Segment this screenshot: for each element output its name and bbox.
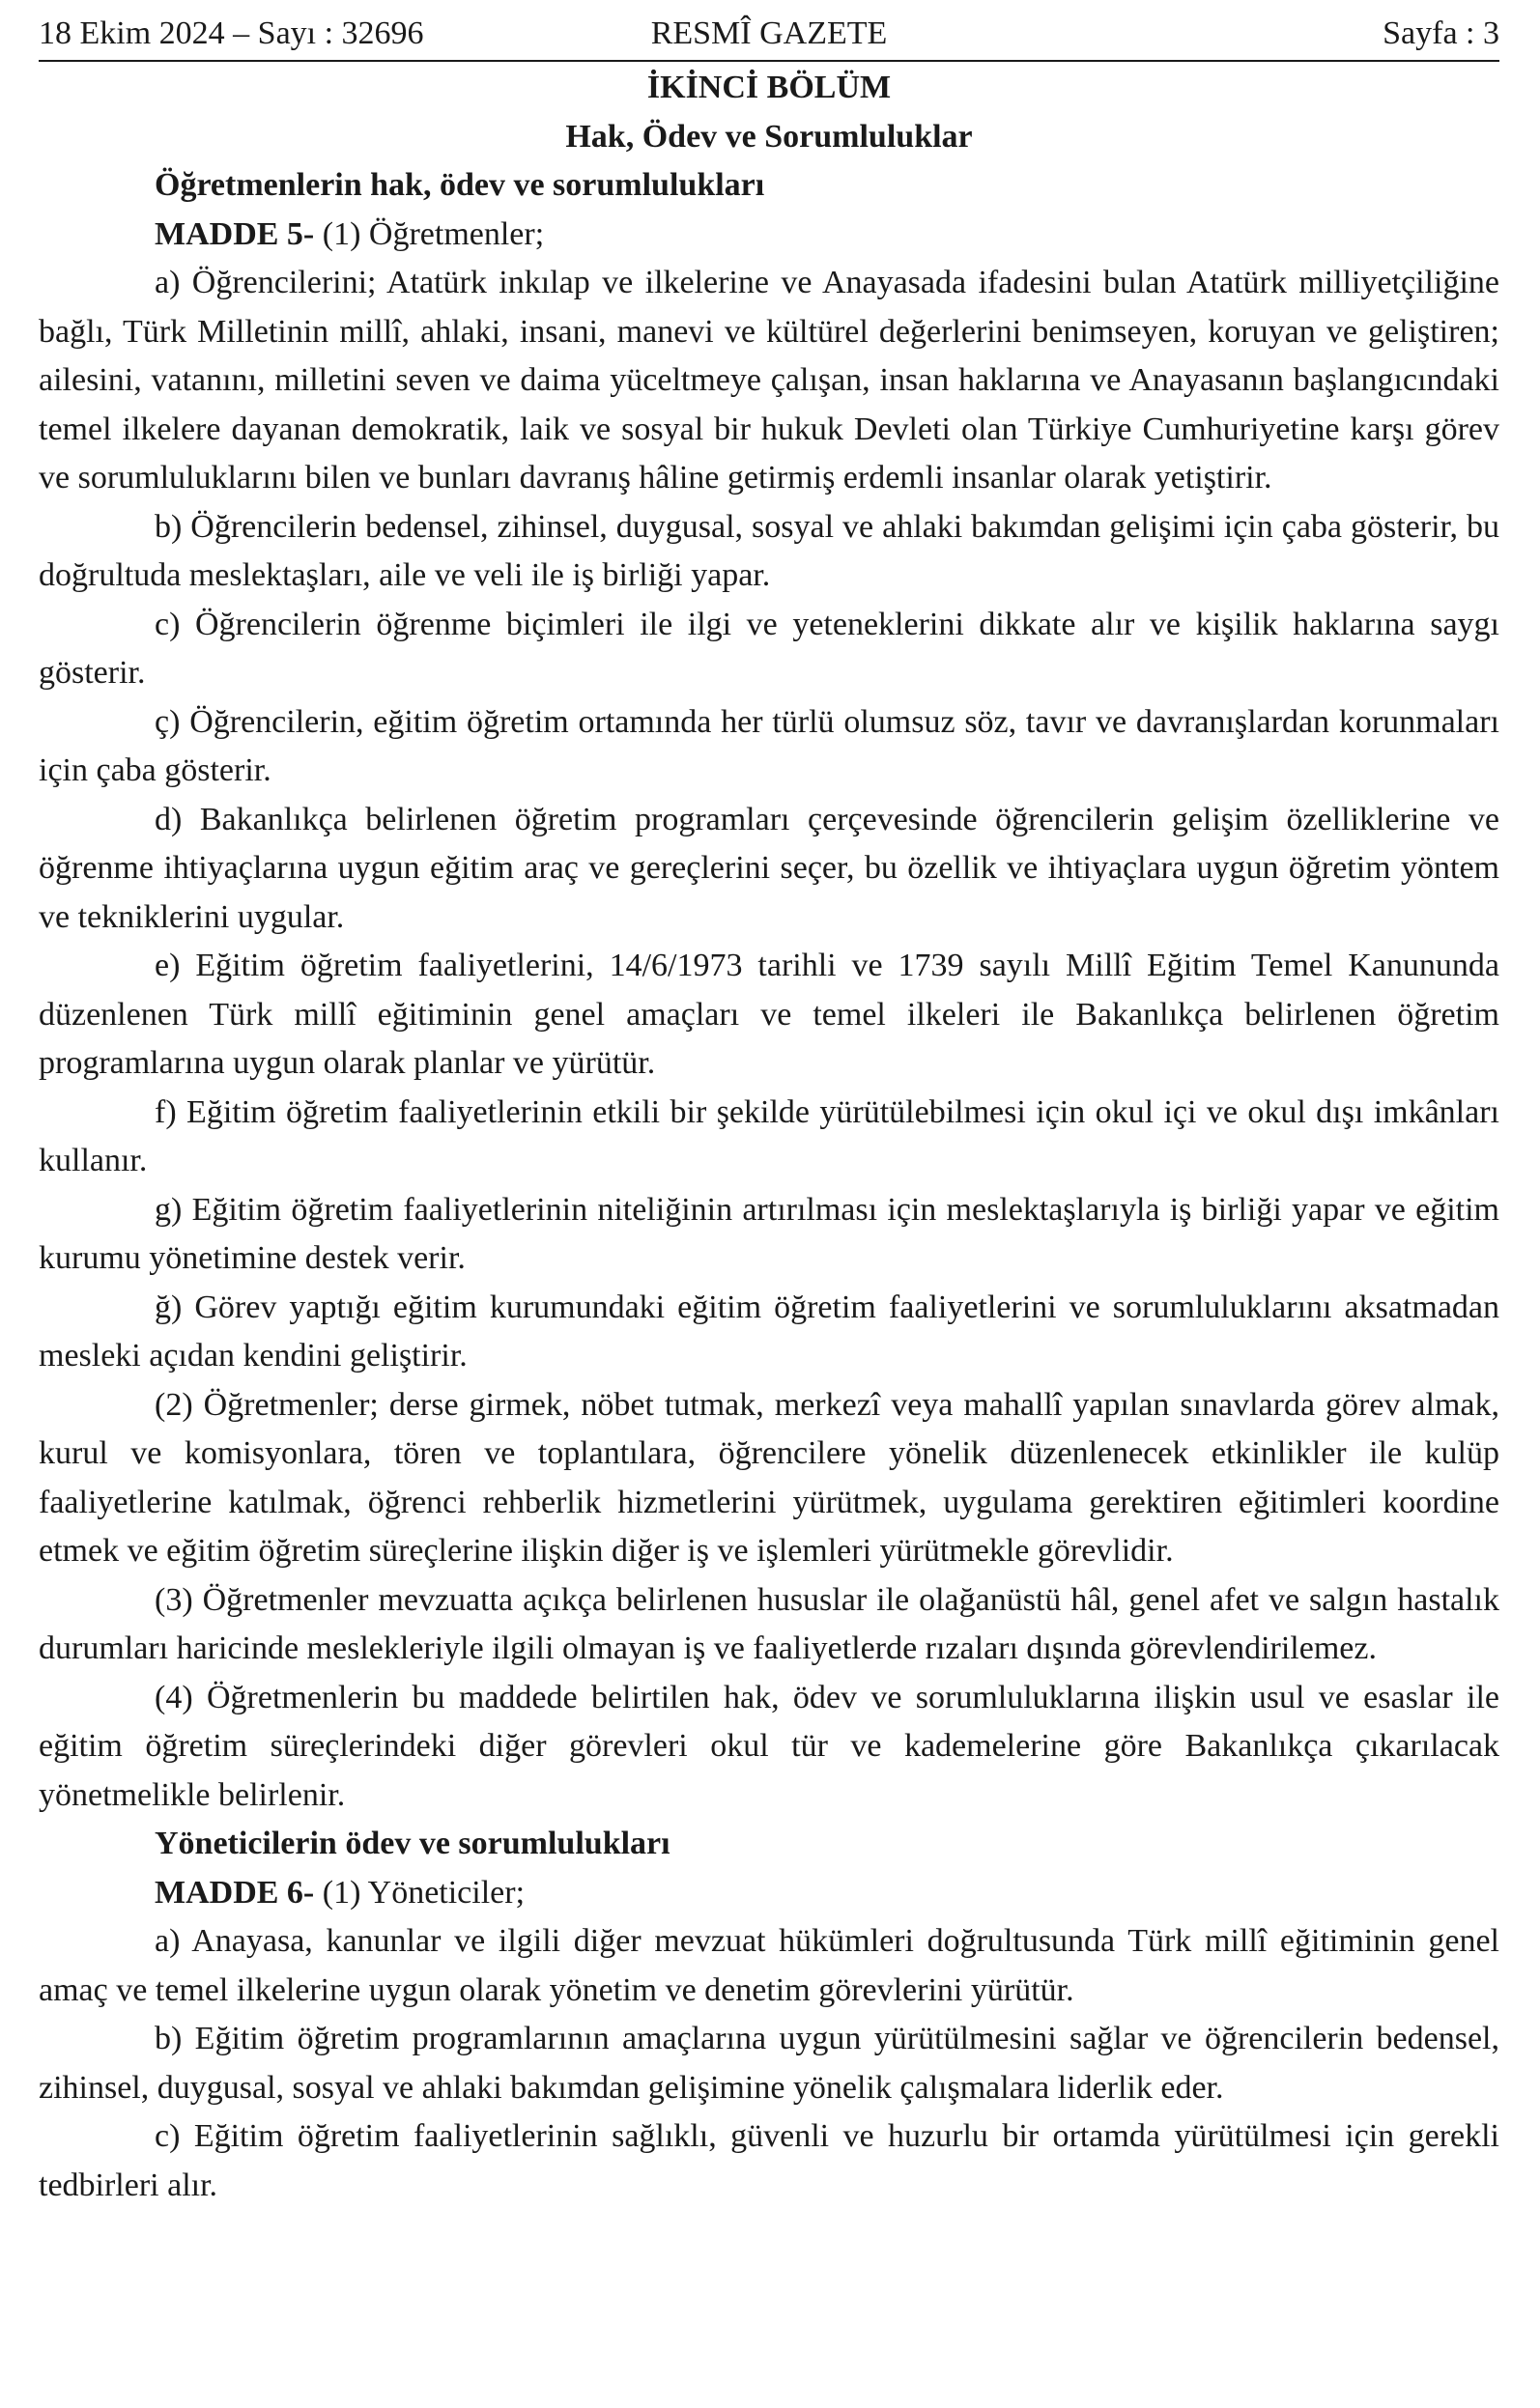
header-rule xyxy=(39,60,1499,62)
article-5-intro xyxy=(39,211,1499,260)
article-5-paragraph-4: (4) Öğretmenlerin bu maddede belirtilen hak, ödev ve sorumluluklarına ilişkin usul ve esaslar ile eğitim öğretim süreçlerindeki diğer görevleri okul tür ve kademelerine göre Bakanlıkça çıkarılacak yönetmelikle belirlenir. xyxy=(39,1679,1499,1813)
article-6-intro xyxy=(39,1869,1499,1918)
article-5-paragraph-2: (2) Öğretmenler; derse girmek, nöbet tutmak, merkezî veya mahallî yapılan sınavlarda görev almak, kurul ve komisyonlara, tören ve toplantılara, öğrencilere yönelik düzenlenecek etkinlikler ile kulüp faaliyetlerine katılmak, öğrenci rehberlik hizmetlerini yürütmek, uygulama gerektiren eğitimleri koordine etmek ve eğitim öğretim süreçlerine ilişkin diğer iş ve işlemleri yürütmekle görevlidir. xyxy=(39,1386,1499,1569)
page-header xyxy=(39,12,1499,56)
article-5-item-a: a) Öğrencilerini; Atatürk inkılap ve ilkelerine ve Anayasada ifadesini bulan Atatürk milliyetçiliğine bağlı, Türk Milletinin millî, ahlaki, insani, manevi ve kültürel değerlerini benimseyen, koruyan ve geliştiren; ailesini, vatanını, milletini seven ve daima yüceltmeye çalışan, insan haklarına ve Anayasanın başlangıcındaki temel ilkelere dayanan demokratik, laik ve sosyal bir hukuk Devleti olan Türkiye Cumhuriyetine karşı görev ve sorumluluklarını bilen ve bunları davranış hâline getirmiş erdemli insanlar olarak yetiştirir. xyxy=(39,265,1499,496)
article-5-item-gg: ğ) Görev yaptığı eğitim kurumundaki eğitim öğretim faaliyetlerini ve sorumluluklarını aksatmadan mesleki açıdan kendini geliştirir. xyxy=(39,1289,1499,1374)
article-6-heading: Yöneticilerin ödev ve sorumlulukları xyxy=(155,1826,670,1861)
section-title: Hak, Ödev ve Sorumluluklar xyxy=(565,118,973,155)
page-number: Sayfa : 3 xyxy=(1383,15,1499,51)
article-6-item-c: c) Eğitim öğretim faaliyetlerinin sağlıklı, güvenli ve huzurlu bir ortamda yürütülmesi için gerekli tedbirleri alır. xyxy=(39,2118,1499,2203)
article-5-item-f: f) Eğitim öğretim faaliyetlerinin etkili bir şekilde yürütülebilmesi için okul içi ve okul dışı imkânları kullanır. xyxy=(39,1093,1499,1178)
article-5-item-e: e) Eğitim öğretim faaliyetlerini, 14/6/1973 tarihli ve 1739 sayılı Millî Eğitim Temel Kanununda düzenlenen Türk millî eğitiminin genel amaçları ve temel ilkeleri ile Bakanlıkça belirlenen öğretim programlarına uygun olarak planlar ve yürütür. xyxy=(39,948,1499,1081)
article-5-item-c: c) Öğrencilerin öğrenme biçimleri ile ilgi ve yeteneklerini dikkate alır ve kişilik haklarına saygı gösterir. xyxy=(39,606,1499,691)
issue-date: 18 Ekim 2024 – Sayı : 32696 xyxy=(39,15,424,51)
article-6-item-a: a) Anayasa, kanunlar ve ilgili diğer mevzuat hükümleri doğrultusunda Türk millî eğitiminin genel amaç ve temel ilkelerine uygun olarak yönetim ve denetim görevlerini yürütür. xyxy=(39,1923,1499,2008)
article-5-item-g: g) Eğitim öğretim faaliyetlerinin niteliğinin artırılması için meslektaşlarıyla iş birliği yapar ve eğitim kurumu yönetimine destek verir. xyxy=(39,1191,1499,1276)
document-body xyxy=(39,64,1499,2210)
article-5-item-cc: ç) Öğrencilerin, eğitim öğretim ortamında her türlü olumsuz söz, tavır ve davranışlardan korunmaları için çaba gösterir. xyxy=(39,703,1499,788)
gazette-page xyxy=(39,12,1499,2210)
article-5-heading: Öğretmenlerin hak, ödev ve sorumlulukları xyxy=(155,167,765,203)
article-5-label: MADDE 5- xyxy=(155,215,315,252)
article-5-paragraph-3: (3) Öğretmenler mevzuatta açıkça belirlenen hususlar ile olağanüstü hâl, genel afet ve salgın hastalık durumları haricinde meslekleriyle ilgili olmayan iş ve faaliyetlerde rızaları dışında görevlendirilemez. xyxy=(39,1581,1499,1666)
section-number: İKİNCİ BÖLÜM xyxy=(646,70,892,105)
gazette-title: RESMÎ GAZETE xyxy=(650,15,888,51)
article-5-item-d: d) Bakanlıkça belirlenen öğretim programları çerçevesinde öğrencilerin gelişim özelliklerine ve öğrenme ihtiyaçlarına uygun eğitim araç ve gereçlerini seçer, bu özellik ve ihtiyaçlara uygun öğretim yöntem ve tekniklerini uygular. xyxy=(39,801,1499,935)
article-5-intro-text: (1) Öğretmenler; xyxy=(314,215,545,252)
article-6-intro-text: (1) Yöneticiler; xyxy=(314,1874,526,1911)
article-5-item-b: b) Öğrencilerin bedensel, zihinsel, duygusal, sosyal ve ahlaki bakımdan gelişimi için çaba gösterir, bu doğrultuda meslektaşları, aile ve veli ile iş birliği yapar. xyxy=(39,508,1499,593)
article-6-item-b: b) Eğitim öğretim programlarının amaçlarına uygun yürütülmesini sağlar ve öğrencilerin bedensel, zihinsel, duygusal, sosyal ve ahlaki bakımdan gelişimine yönelik çalışmalara liderlik eder. xyxy=(39,2021,1499,2106)
article-6-label: MADDE 6- xyxy=(155,1874,315,1911)
